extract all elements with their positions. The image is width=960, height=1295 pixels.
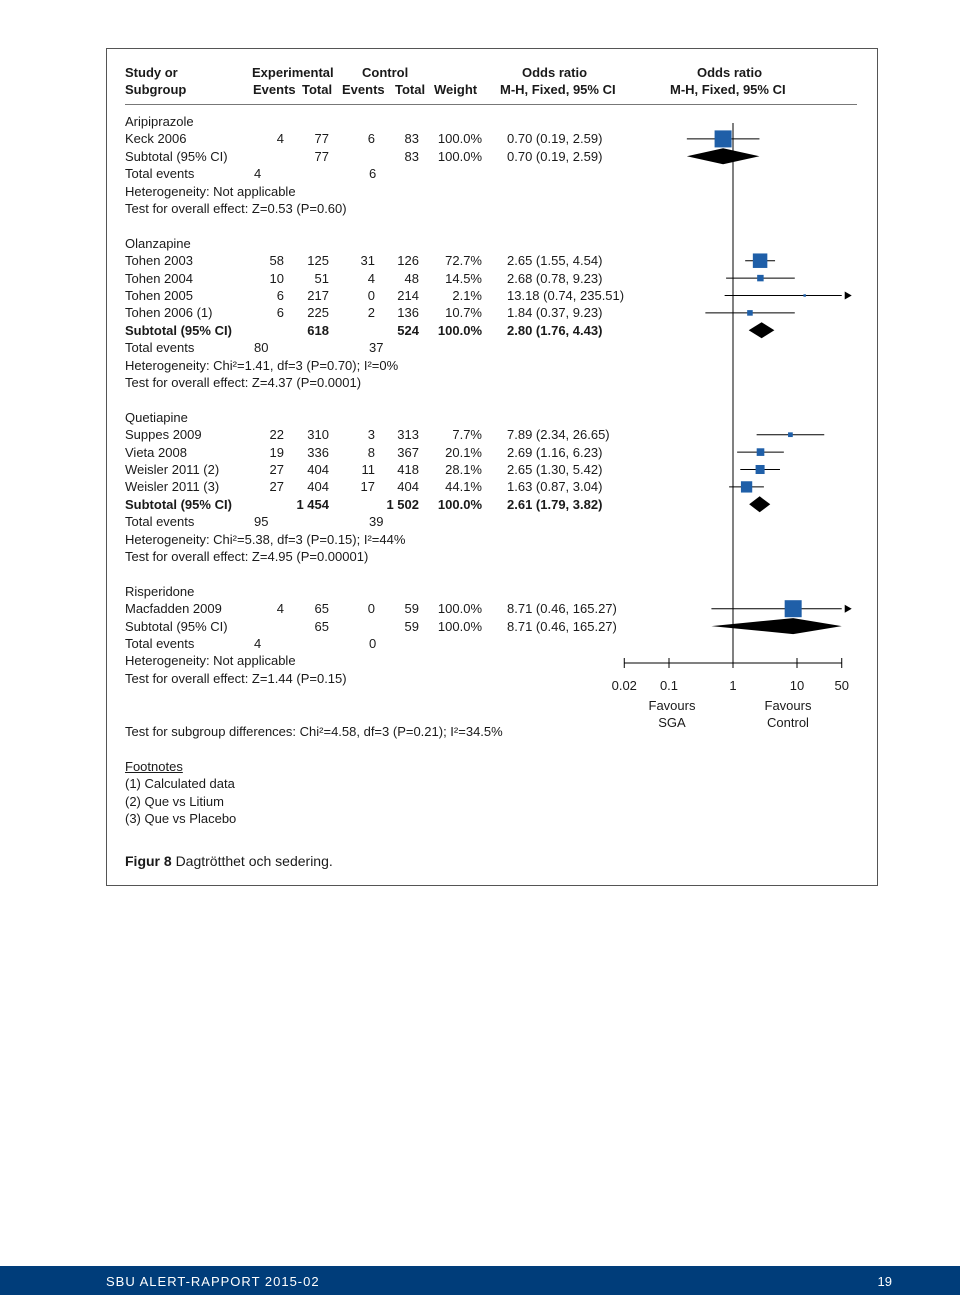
total-events-label: Total events bbox=[125, 166, 195, 182]
total-events-label: Total events bbox=[125, 340, 195, 356]
study-3-0-ci-arrow bbox=[845, 605, 852, 613]
subtotal-diamond bbox=[687, 148, 760, 164]
subtotal-label: Subtotal (95% CI) bbox=[125, 322, 232, 338]
x-tick-label: 10 bbox=[789, 678, 805, 693]
study-total-exp: 404 bbox=[307, 462, 329, 477]
x-tick-label: 50 bbox=[834, 678, 849, 693]
header-control: Control bbox=[362, 65, 409, 80]
header-weight: Weight bbox=[434, 82, 478, 97]
study-marker bbox=[753, 253, 767, 267]
study-total-ctrl: 367 bbox=[397, 444, 419, 460]
figure-caption bbox=[125, 853, 333, 869]
study-weight: 44.1% bbox=[445, 479, 482, 495]
footer-page-number: 19 bbox=[877, 1274, 892, 1289]
x-tick-label: 0.1 bbox=[659, 678, 679, 693]
total-events-ctrl: 6 bbox=[369, 166, 377, 182]
overall-effect: Test for overall effect: Z=4.95 (P=0.00001) bbox=[125, 549, 369, 564]
study-total-ctrl: 136 bbox=[397, 305, 419, 321]
subtotal-weight: 100.0% bbox=[437, 618, 482, 634]
heterogeneity: Heterogeneity: Chi²=5.38, df=3 (P=0.15); I²=44% bbox=[125, 531, 406, 547]
study-marker bbox=[757, 448, 765, 456]
study-name: Suppes 2009 bbox=[125, 427, 202, 443]
favours-right-line1: Favours bbox=[764, 698, 812, 713]
subtotal-label: Subtotal (95% CI) bbox=[125, 148, 228, 164]
header-study-line2: Subgroup bbox=[125, 82, 187, 97]
total-events-ctrl: 0 bbox=[369, 636, 377, 651]
study-events-exp: 58 bbox=[269, 253, 284, 269]
study-events-ctrl: 3 bbox=[367, 427, 375, 443]
study-or-ci: 0.70 (0.19, 2.59) bbox=[507, 131, 603, 147]
total-events-label: Total events bbox=[125, 636, 195, 651]
study-weight: 10.7% bbox=[445, 305, 482, 321]
study-marker bbox=[747, 310, 753, 316]
subgroup-name: Quetiapine bbox=[125, 409, 188, 425]
total-events-ctrl: 37 bbox=[369, 340, 384, 356]
total-events-exp: 4 bbox=[254, 166, 262, 182]
favours-right-line2: Control bbox=[767, 715, 809, 730]
study-or-ci: 2.68 (0.78, 9.23) bbox=[507, 270, 603, 286]
x-tick-label: 1 bbox=[729, 678, 737, 693]
study-name: Weisler 2011 (3) bbox=[125, 479, 220, 495]
study-total-ctrl: 418 bbox=[397, 462, 419, 477]
total-events-ctrl: 39 bbox=[369, 514, 384, 530]
header-events-exp: Events bbox=[253, 82, 296, 97]
footnotes-title: Footnotes bbox=[125, 759, 183, 774]
subtotal-total-ctrl: 524 bbox=[397, 322, 419, 338]
study-marker bbox=[788, 432, 793, 437]
header-study-line1: Study or bbox=[125, 65, 178, 80]
subtotal-diamond bbox=[711, 618, 841, 634]
study-total-ctrl: 404 bbox=[397, 479, 419, 495]
study-marker bbox=[715, 130, 732, 147]
study-total-ctrl: 313 bbox=[397, 427, 419, 443]
study-events-exp: 10 bbox=[269, 270, 284, 286]
subtotal-weight: 100.0% bbox=[437, 148, 482, 164]
subtotal-diamond bbox=[749, 496, 770, 512]
study-weight: 28.1% bbox=[445, 462, 482, 477]
study-or-ci: 1.63 (0.87, 3.04) bbox=[507, 479, 603, 495]
study-total-ctrl: 214 bbox=[397, 288, 419, 303]
study-events-ctrl: 0 bbox=[367, 288, 375, 303]
header-or-text-line2: M-H, Fixed, 95% CI bbox=[500, 82, 616, 97]
study-total-exp: 125 bbox=[307, 253, 329, 269]
study-events-exp: 4 bbox=[276, 601, 284, 617]
subtotal-total-ctrl: 59 bbox=[404, 618, 419, 634]
study-name: Weisler 2011 (2) bbox=[125, 462, 220, 477]
study-events-ctrl: 6 bbox=[367, 131, 375, 147]
subtotal-total-exp: 65 bbox=[314, 618, 329, 634]
study-name: Macfadden 2009 bbox=[125, 601, 222, 617]
study-total-ctrl: 126 bbox=[397, 253, 419, 269]
study-marker bbox=[757, 275, 763, 281]
subtotal-label: Subtotal (95% CI) bbox=[125, 496, 232, 512]
study-1-2-ci-arrow bbox=[845, 292, 852, 300]
total-events-label: Total events bbox=[125, 514, 195, 530]
study-events-ctrl: 11 bbox=[361, 462, 375, 477]
subgroup-name: Aripiprazole bbox=[125, 114, 194, 129]
header-total-exp: Total bbox=[302, 82, 333, 97]
subtotal-total-exp: 1 454 bbox=[296, 496, 329, 512]
subtotal-or-ci: 8.71 (0.46, 165.27) bbox=[507, 618, 617, 634]
study-events-exp: 27 bbox=[269, 479, 284, 495]
heterogeneity: Heterogeneity: Chi²=1.41, df=3 (P=0.70); I²=0% bbox=[125, 357, 399, 373]
header-events-ctrl: Events bbox=[342, 82, 385, 97]
study-weight: 100.0% bbox=[437, 601, 482, 617]
study-total-exp: 51 bbox=[314, 270, 329, 286]
header-experimental: Experimental bbox=[252, 65, 334, 80]
header-total-ctrl: Total bbox=[395, 82, 426, 97]
footnote-2: (2) Que vs Litium bbox=[125, 794, 224, 809]
study-weight: 20.1% bbox=[445, 444, 482, 460]
subgroup-name: Risperidone bbox=[125, 583, 195, 599]
study-total-exp: 65 bbox=[314, 601, 329, 617]
study-name: Vieta 2008 bbox=[125, 444, 187, 460]
subtotal-or-ci: 2.80 (1.76, 4.43) bbox=[507, 322, 603, 338]
study-or-ci: 13.18 (0.74, 235.51) bbox=[507, 288, 625, 303]
study-marker bbox=[785, 600, 802, 617]
subtotal-weight: 100.0% bbox=[437, 322, 482, 338]
study-name: Tohen 2004 bbox=[125, 270, 193, 286]
overall-effect: Test for overall effect: Z=1.44 (P=0.15) bbox=[125, 670, 347, 686]
study-weight: 2.1% bbox=[452, 288, 482, 303]
study-or-ci: 1.84 (0.37, 9.23) bbox=[507, 305, 603, 321]
subtotal-or-ci: 2.61 (1.79, 3.82) bbox=[507, 496, 603, 512]
x-tick-label: 0.02 bbox=[611, 678, 637, 693]
header-or-text-line1: Odds ratio bbox=[522, 65, 588, 80]
total-events-exp: 4 bbox=[254, 636, 262, 651]
study-events-ctrl: 17 bbox=[360, 479, 375, 495]
total-events-exp: 80 bbox=[254, 340, 269, 356]
subtotal-label: Subtotal (95% CI) bbox=[125, 618, 228, 634]
study-marker bbox=[741, 481, 752, 492]
study-marker bbox=[803, 294, 806, 297]
study-total-exp: 217 bbox=[307, 288, 329, 303]
study-name: Tohen 2005 bbox=[125, 288, 193, 303]
study-total-ctrl: 59 bbox=[404, 601, 419, 617]
study-marker bbox=[756, 465, 765, 474]
study-total-exp: 404 bbox=[307, 479, 329, 495]
footer-report-title: SBU ALERT-RAPPORT 2015-02 bbox=[106, 1274, 320, 1289]
subgroup-test: Test for subgroup differences: Chi²=4.58, df=3 (P=0.21); I²=34.5% bbox=[125, 724, 503, 739]
study-or-ci: 2.65 (1.30, 5.42) bbox=[507, 462, 603, 477]
favours-left-line1: Favours bbox=[648, 698, 696, 713]
study-or-ci: 2.65 (1.55, 4.54) bbox=[507, 253, 603, 269]
study-weight: 100.0% bbox=[437, 131, 482, 147]
study-events-exp: 6 bbox=[276, 305, 284, 321]
subtotal-or-ci: 0.70 (0.19, 2.59) bbox=[507, 148, 603, 164]
study-name: Tohen 2003 bbox=[125, 253, 193, 269]
subtotal-total-exp: 77 bbox=[314, 148, 329, 164]
study-name: Keck 2006 bbox=[125, 131, 187, 147]
header-or-plot-line2: M-H, Fixed, 95% CI bbox=[670, 82, 786, 97]
footnote-3: (3) Que vs Placebo bbox=[125, 811, 237, 826]
subtotal-total-ctrl: 1 502 bbox=[386, 496, 419, 512]
total-events-exp: 95 bbox=[254, 514, 269, 530]
subtotal-total-exp: 618 bbox=[307, 322, 329, 338]
heterogeneity: Heterogeneity: Not applicable bbox=[125, 183, 296, 199]
study-events-ctrl: 31 bbox=[360, 253, 375, 269]
subgroup-name: Olanzapine bbox=[125, 235, 191, 251]
study-events-ctrl: 2 bbox=[367, 305, 375, 321]
study-total-ctrl: 83 bbox=[404, 131, 419, 147]
study-total-exp: 336 bbox=[307, 444, 329, 460]
study-events-exp: 4 bbox=[276, 131, 284, 147]
study-events-ctrl: 0 bbox=[367, 601, 375, 617]
study-total-ctrl: 48 bbox=[404, 270, 419, 286]
study-or-ci: 8.71 (0.46, 165.27) bbox=[507, 601, 617, 617]
study-or-ci: 7.89 (2.34, 26.65) bbox=[507, 427, 610, 443]
study-events-ctrl: 4 bbox=[367, 270, 375, 286]
study-total-exp: 225 bbox=[307, 305, 329, 321]
favours-left-line2: SGA bbox=[658, 715, 686, 730]
study-total-exp: 77 bbox=[314, 131, 329, 147]
study-name: Tohen 2006 (1) bbox=[125, 305, 213, 321]
study-events-ctrl: 8 bbox=[367, 444, 375, 460]
footnote-1: (1) Calculated data bbox=[125, 776, 235, 791]
subtotal-weight: 100.0% bbox=[437, 496, 482, 512]
study-total-exp: 310 bbox=[307, 427, 329, 443]
figure-number: Figur 8 bbox=[125, 853, 172, 869]
study-events-exp: 27 bbox=[269, 462, 284, 477]
study-events-exp: 22 bbox=[269, 427, 284, 443]
study-weight: 14.5% bbox=[445, 270, 482, 286]
overall-effect: Test for overall effect: Z=4.37 (P=0.0001) bbox=[125, 375, 362, 390]
subtotal-diamond bbox=[749, 322, 775, 338]
study-or-ci: 2.69 (1.16, 6.23) bbox=[507, 444, 603, 460]
subtotal-total-ctrl: 83 bbox=[404, 148, 419, 164]
heterogeneity: Heterogeneity: Not applicable bbox=[125, 653, 296, 669]
overall-effect: Test for overall effect: Z=0.53 (P=0.60) bbox=[125, 201, 347, 216]
header-or-plot-line1: Odds ratio bbox=[697, 65, 763, 80]
study-events-exp: 6 bbox=[276, 288, 284, 303]
study-weight: 7.7% bbox=[452, 427, 482, 443]
study-events-exp: 19 bbox=[269, 444, 284, 460]
study-weight: 72.7% bbox=[445, 253, 482, 269]
figure-caption-text: Dagtrötthet och sedering. bbox=[175, 853, 333, 869]
